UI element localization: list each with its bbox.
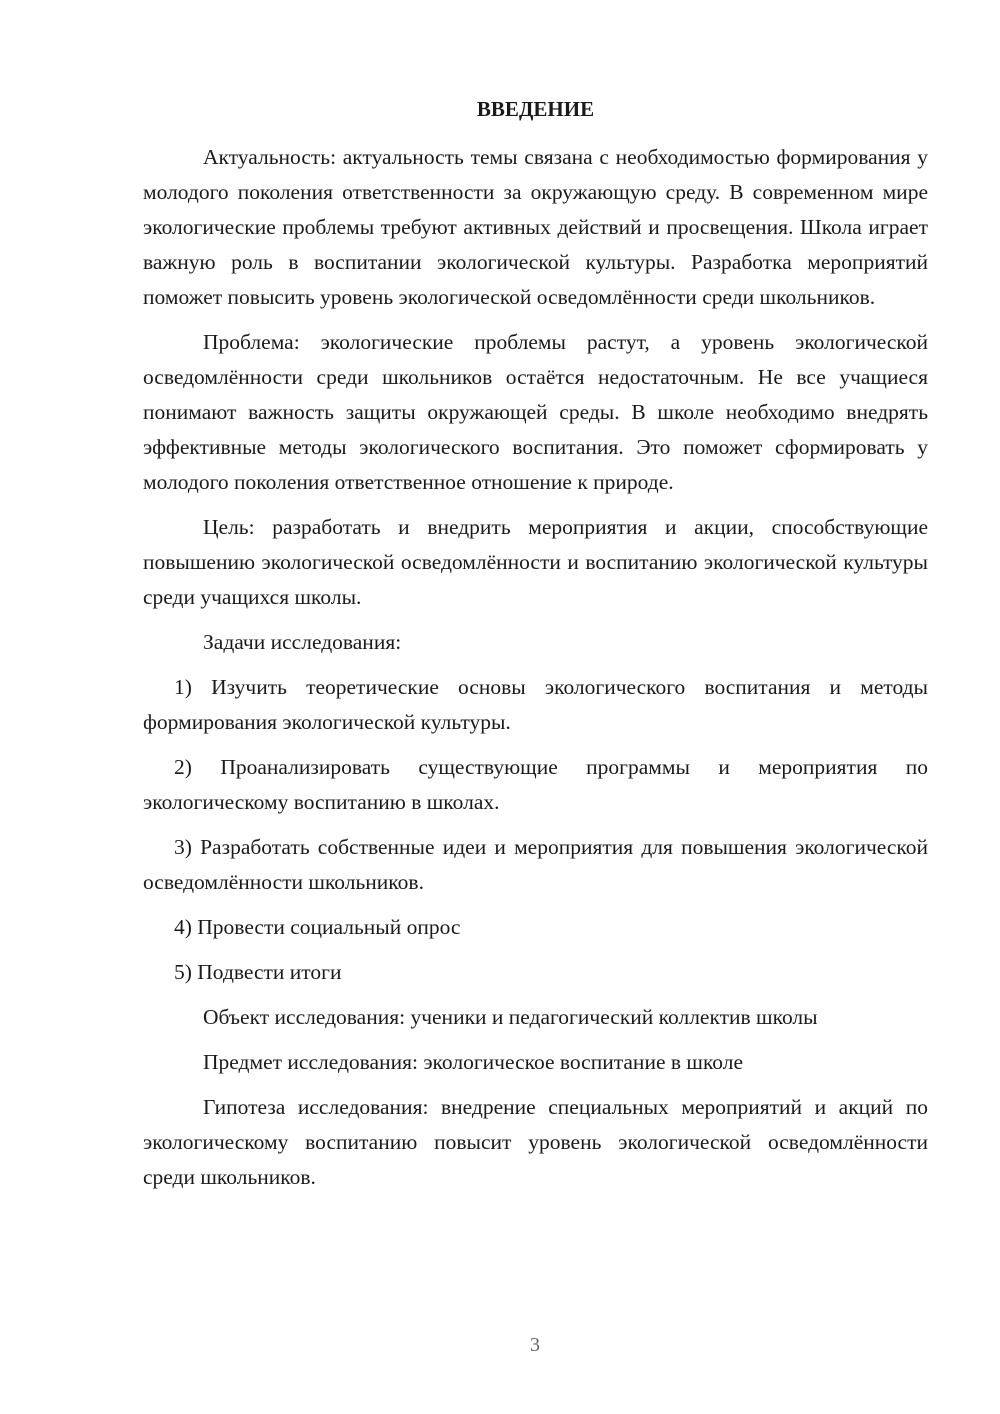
page-title: ВВЕДЕНИЕ (476, 97, 595, 121)
paragraph-subject: Предмет исследования: экологическое воспитание в школе (203, 1050, 744, 1074)
list-item-task-1: 1) Изучить теоретические основы экологического воспитания и методы формирования экологической культуры. (143, 675, 928, 734)
paragraph-hypothesis: Гипотеза исследования: внедрение специальных мероприятий и акций по экологическому воспитанию повысит уровень экологической осведомлённости среди школьников. (143, 1095, 928, 1189)
list-item-task-5: 5) Подвести итоги (174, 960, 342, 984)
list-item-task-4: 4) Провести социальный опрос (174, 915, 461, 939)
paragraph-goal: Цель: разработать и внедрить мероприятия и акции, способствующие повышению экологической осведомлённости и воспитанию экологической культуры среди учащихся школы. (143, 515, 928, 609)
list-item-task-2: 2) Проанализировать существующие программы и мероприятия по экологическому воспитанию в школах. (143, 755, 928, 814)
list-item-task-3: 3) Разработать собственные идеи и мероприятия для повышения экологической осведомлённости школьников. (143, 835, 928, 894)
paragraph-object: Объект исследования: ученики и педагогический коллектив школы (203, 1005, 818, 1029)
tasks-heading: Задачи исследования: (203, 630, 402, 654)
paragraph-relevance: Актуальность: актуальность темы связана с необходимостью формирования у молодого поколения ответственности за окружающую среду. В современном мире экологические проблемы требуют активных действий и просвещения. Школа играет важную роль в воспитании экологической культуры. Разработка мероприятий поможет повысить уровень экологической осведомлённости среди школьников. (143, 145, 928, 309)
document-body (143, 92, 928, 1205)
page-number: 3 (530, 1334, 540, 1356)
paragraph-problem: Проблема: экологические проблемы растут, а уровень экологической осведомлённости среди школьников остаётся недостаточным. Не все учащиеся понимают важность защиты окружающей среды. В школе необходимо внедрять эффективные методы экологического воспитания. Это поможет сформировать у молодого поколения ответственное отношение к природе. (143, 330, 928, 494)
